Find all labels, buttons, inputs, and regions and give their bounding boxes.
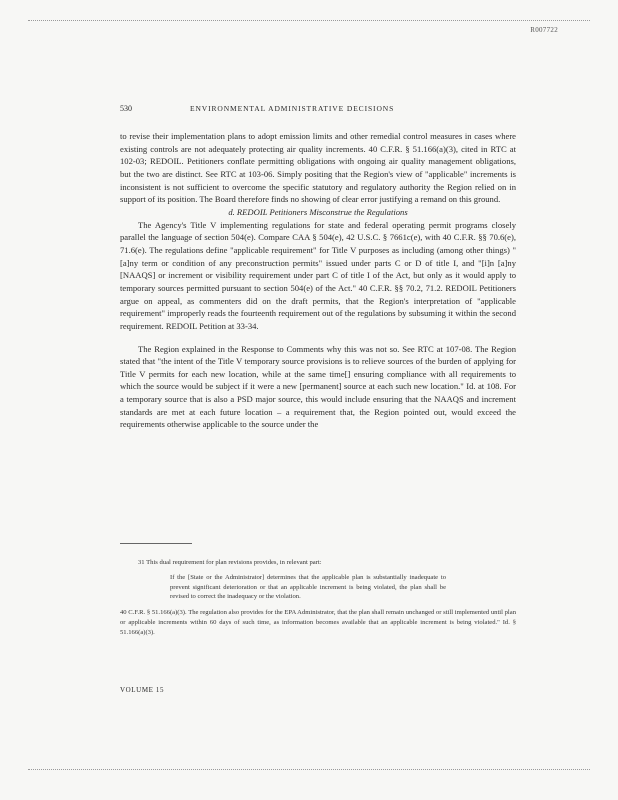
scan-edge-top [28,20,590,21]
footnote-citation: 40 C.F.R. § 51.166(a)(3). The regulation also provides for the EPA Administrator, that the plan shall remain unchanged or still implemented until plan or applicable increments within 60 days of such time, as information becomes available that an applicable increment is being violated." Id. § 51.166(a)(3). [120,609,516,636]
paragraph: The Agency's Title V implementing regulations for state and federal operating permit programs closely parallel the language of section 504(e). Compare CAA § 504(e), 42 U.S.C. § 7661c(e), with 40 C.F.R. §§ 70.6(e), 71.6(e). The regulations define "applicable requirement" for Title V purposes as including (among other things) "[a]ny term or condition of any preconstruction permits" issued under parts C or D of title I, and "[i]n [a]ny [NAAQS] or increment or visibility requirement under part C of title I of the Act, but only as it would apply to temporary sources permitted pursuant to section 504(e) of the Act." 40 C.F.R. §§ 70.2, 71.2. REDOIL Petitioners argue on appeal, as commenters did on the draft permits, that the Region's interpretation of "applicable requirement" improperly reads the fourteenth requirement out of the regulations by subsuming it within the second requirement. REDOIL Petition at 33-34. [120,219,516,331]
section-heading: d. REDOIL Petitioners Misconstrue the Regulations [228,206,408,217]
bates-number: R007722 [530,26,558,34]
paragraph: to revise their implementation plans to adopt emission limits and other remedial control measures in cases where existing controls are not adequately protecting air quality increments. 40 C.F.R. § 51.166(a)(3), cited in RTC at 102-03; REDOIL. Petitioners conflate permitting obligations with ongoing air quality management obligations, but the two are distinct. See RTC at 103-06. Simply positing that the Region's view of "applicable" increments is inconsistent is not sufficient to overcome the specific statutory and regulatory authority the Region relied on in support of its position. The Board therefore finds no showing of clear error justifying a remand on this ground. [120,131,516,205]
footnote-quote: If the [State or the Administrator] determines that the applicable plan is substantially inadequate to prevent significant deterioration or that an applicable increment is being violated, the plan shall be revised to correct the inadequacy or the violation. [170,573,446,601]
main-text [120,130,516,431]
running-head: ENVIRONMENTAL ADMINISTRATIVE DECISIONS [190,104,395,113]
footnote-divider [120,543,192,544]
paragraph: The Region explained in the Response to Comments why this was not so. See RTC at 107-08. The Region stated that "the intent of the Title V temporary source provisions is to relieve sources of the burden of applying for Title V permits for each new location, while at the same time[] ensuring compliance with all requirements to which the source would be subject if it were a new [permanent] source at each such new location." Id. at 108. For a temporary source that is also a PSD major source, this would include ensuring that the NAAQS and increment standards are met at each future location – a requirement that, the Region pointed out, would exceed the requirements otherwise applicable to the source under the [120,343,516,430]
volume-label: VOLUME 15 [120,686,165,694]
page-number: 530 [120,104,132,113]
footnote [120,558,516,638]
scan-edge-bottom [28,769,590,770]
footnote-intro: 31 This dual requirement for plan revisions provides, in relevant part: [138,559,322,566]
